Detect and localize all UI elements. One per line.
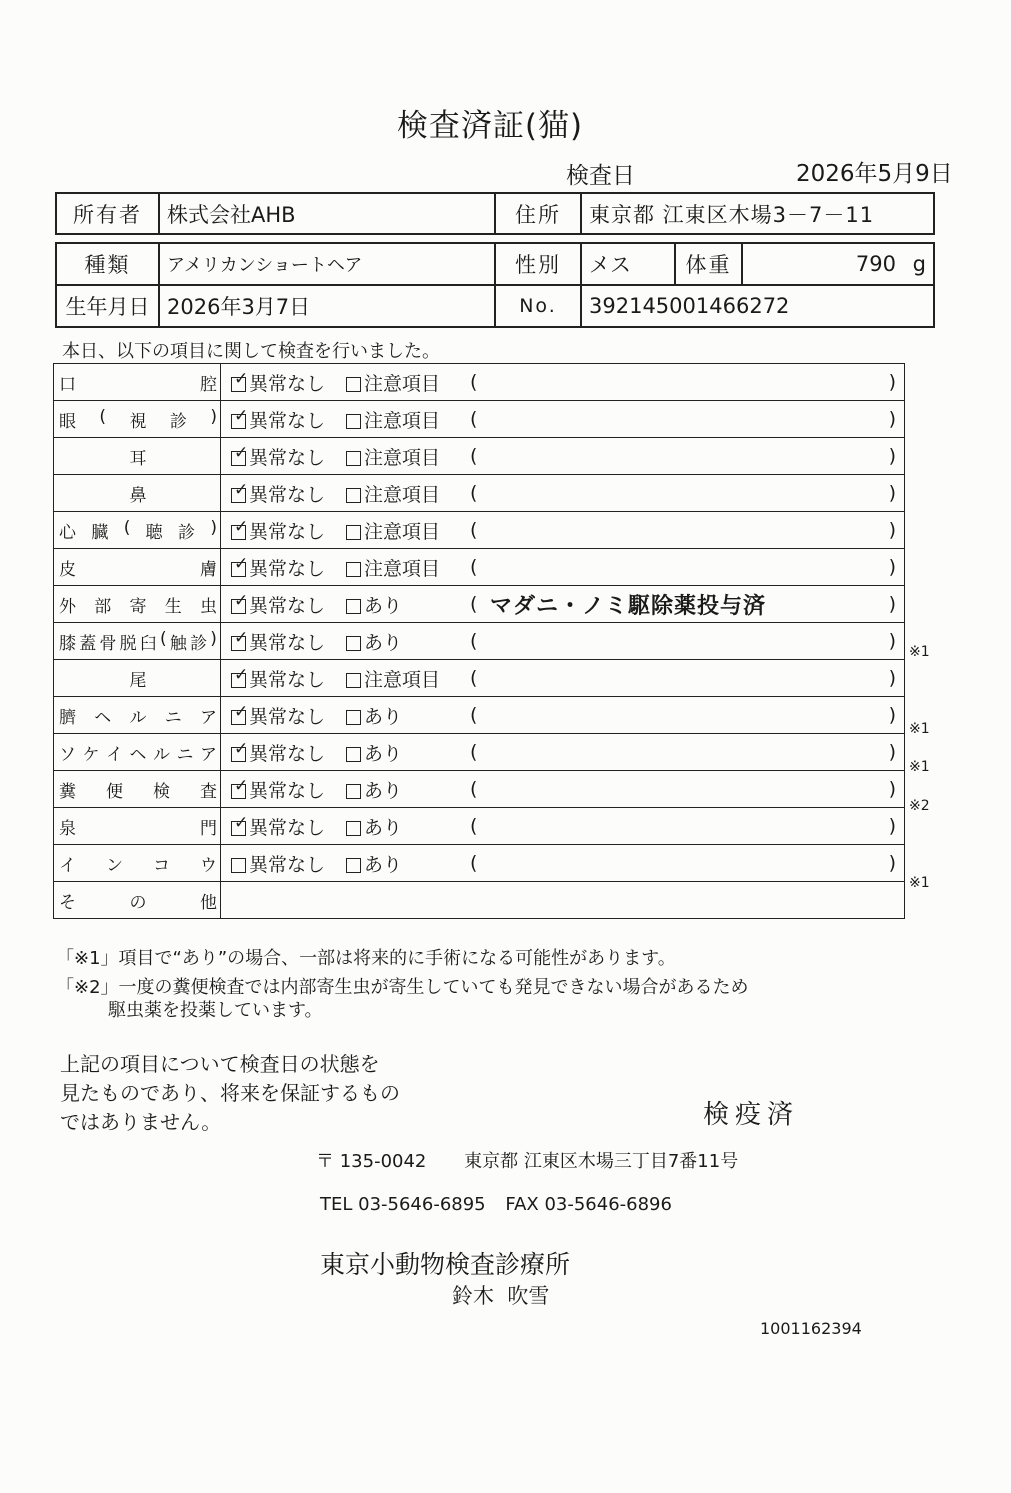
disclaimer: 上記の項目について検査日の状態を 見たものであり、将来を保証するもの ではありません。 [60,1052,400,1134]
exam-row [54,401,905,438]
exam-item-char: 眼 [59,411,76,432]
attention-label: あり [364,742,403,765]
exam-item [54,623,221,660]
exam-result [221,475,905,512]
close-paren: ) [888,556,896,578]
exam-item-char: 触 [169,633,187,654]
normal-label: 異常なし [249,446,326,469]
exam-item [54,438,221,475]
close-paren: ) [888,778,896,800]
normal-label: 異常なし [249,779,326,802]
exam-row [54,734,905,771]
exam-result [221,364,905,401]
close-paren: ) [888,741,896,763]
exam-item [54,771,221,808]
footnote-mark: ※1 [909,759,930,775]
breed-value: アメリカンショートヘア [159,243,495,285]
check-mark-icon: ✓ [234,738,249,759]
check-mark-icon: ✓ [234,590,249,611]
inspection-date-label: 検査日 [566,163,635,189]
document-number: 1001162394 [760,1319,862,1338]
exam-note: マダニ・ノミ駆除薬投与済 [490,593,767,619]
exam-item-char: イ [59,855,76,876]
pet-table [55,242,935,328]
attention-label: あり [364,631,403,654]
attention-label: 注意項目 [364,446,441,469]
exam-item [54,808,221,845]
exam-item-char: 鼻 [129,485,147,506]
open-paren: ( [470,408,478,430]
exam-result [221,586,905,623]
attention-checkbox[interactable] [346,377,361,392]
exam-result [221,808,905,845]
exam-item-char: 査 [200,781,217,802]
exam-row [54,697,905,734]
normal-label: 異常なし [249,705,326,728]
exam-item-char: ( [123,517,131,538]
close-paren: ) [888,667,896,689]
exam-item-char: の [129,892,147,913]
normal-label: 異常なし [249,594,326,617]
close-paren: ) [888,593,896,615]
exam-row [54,549,905,586]
exam-row [54,364,905,401]
open-paren: ( [470,815,478,837]
open-paren: ( [470,778,478,800]
normal-label: 異常なし [249,372,326,395]
check-mark-icon: ✓ [234,479,249,500]
check-mark-icon: ✓ [234,664,249,685]
close-paren: ) [888,519,896,541]
check-mark-icon: ✓ [234,553,249,574]
weight-cell [742,243,934,285]
close-paren: ) [888,630,896,652]
normal-label: 異常なし [249,520,326,543]
exam-item-char: ( [99,406,107,427]
owner-table [55,192,935,235]
exam-item [54,882,221,919]
exam-item-char: 皮 [59,559,76,580]
attention-label: あり [364,594,403,617]
open-paren: ( [470,704,478,726]
exam-row [54,586,905,623]
normal-label: 異常なし [249,853,326,876]
exam-item-char: ) [210,628,217,649]
open-paren: ( [470,741,478,763]
sex-label: 性別 [495,243,581,285]
exam-item [54,401,221,438]
attention-label: 注意項目 [364,409,441,432]
exam-item-char: 聴 [145,522,163,543]
owner-label: 所有者 [56,193,159,234]
exam-item [54,512,221,549]
exam-item-char: 脱 [119,633,137,654]
exam-item-char: 口 [59,374,76,395]
exam-item [54,364,221,401]
exam-item-char: イ [106,744,123,765]
attention-label: あり [364,779,403,802]
exam-item-char: 臍 [59,707,76,728]
exam-item-char: 臼 [139,633,157,654]
exam-item [54,549,221,586]
weight-label: 体重 [675,243,742,285]
footnote-mark: ※2 [909,797,930,814]
exam-result [221,623,905,660]
exam-item-char: ( [160,628,167,649]
exam-item-char: 膚 [200,559,217,580]
exam-item-char: 虫 [200,596,217,617]
exam-item-char: 診 [178,522,196,543]
footnote-1: 「※1」項目で“あり”の場合、一部は将来的に手術になる可能性があります。 [56,948,676,969]
attention-checkbox[interactable] [346,488,361,503]
attention-checkbox[interactable] [346,525,361,540]
exam-item [54,475,221,512]
open-paren: ( [470,445,478,467]
sex-value: メス [581,243,675,285]
exam-item-char: 骨 [99,633,117,654]
normal-checkbox[interactable] [231,442,249,466]
attention-label: あり [364,816,403,839]
open-paren: ( [470,593,478,615]
close-paren: ) [888,815,896,837]
normal-checkbox[interactable] [231,858,246,873]
exam-item-char: 門 [200,818,217,839]
exam-item-char: ) [210,517,217,538]
normal-label: 異常なし [249,409,326,432]
normal-label: 異常なし [249,742,326,765]
attention-checkbox[interactable] [346,710,361,725]
attention-checkbox[interactable] [346,858,361,873]
normal-checkbox[interactable] [231,479,249,503]
vet-name: 鈴木 吹雪 [452,1284,550,1308]
other-remarks [221,882,905,919]
exam-item-char: ル [153,744,170,765]
footnote-mark: ※1 [909,643,930,660]
exam-item-char: ニ [176,744,194,765]
exam-table [53,363,905,919]
open-paren: ( [470,667,478,689]
microchip-no: 392145001466272 [581,285,934,327]
exam-item-char: 腔 [200,374,217,395]
footnote-mark: ※1 [909,874,930,891]
intro-text: 本日、以下の項目に関して検査を行いました。 [62,341,440,362]
exam-item-char: ) [210,406,217,427]
attention-label: 注意項目 [364,372,441,395]
exam-item [54,660,221,697]
exam-item [54,734,221,771]
normal-label: 異常なし [249,668,326,691]
normal-checkbox[interactable] [231,664,249,688]
attention-checkbox[interactable] [346,821,361,836]
footnote-mark: ※1 [909,720,930,737]
exam-item-char: ア [200,707,217,728]
close-paren: ) [888,408,896,430]
attention-checkbox[interactable] [346,747,361,762]
open-paren: ( [470,852,478,874]
inspection-date: 2026年5月9日 [796,161,953,187]
normal-checkbox[interactable] [231,368,249,392]
normal-label: 異常なし [249,483,326,506]
exam-item [54,845,221,882]
attention-label: 注意項目 [364,483,441,506]
address-value: 東京都 江東区木場3－7－11 [581,193,934,234]
normal-label: 異常なし [249,631,326,654]
address-label: 住所 [495,193,581,234]
exam-item-char: 尾 [129,670,147,691]
exam-row [54,512,905,549]
normal-checkbox[interactable] [231,812,249,836]
breed-label: 種類 [56,243,159,285]
attention-checkbox[interactable] [346,414,361,429]
exam-item-char: ヘ [94,707,112,728]
exam-item [54,586,221,623]
exam-item-char: 臓 [91,522,109,543]
normal-checkbox[interactable] [231,627,249,651]
normal-checkbox[interactable] [231,590,249,614]
weight-unit: g [912,252,926,276]
exam-row [54,438,905,475]
postal-code: 〒 135-0042 [316,1151,427,1172]
normal-label: 異常なし [249,816,326,839]
attention-checkbox[interactable] [346,784,361,799]
owner-value: 株式会社AHB [159,193,495,234]
fax-number: FAX 03-5646-6896 [505,1194,672,1215]
attention-checkbox[interactable] [346,562,361,577]
exam-row [54,660,905,697]
attention-label: 注意項目 [364,557,441,580]
exam-row [54,623,905,660]
dob-value: 2026年3月7日 [159,285,495,327]
exam-result [221,512,905,549]
check-mark-icon: ✓ [234,701,249,722]
check-mark-icon: ✓ [234,442,249,463]
exam-item [54,697,221,734]
attention-checkbox[interactable] [346,451,361,466]
exam-item-char: 膝 [59,633,76,654]
open-paren: ( [470,371,478,393]
exam-result [221,438,905,475]
close-paren: ) [888,852,896,874]
exam-item-char: 寄 [129,596,147,617]
attention-label: 注意項目 [364,668,441,691]
exam-result [221,771,905,808]
exam-item-char: 生 [164,596,182,617]
contact-line [320,1194,672,1215]
close-paren: ) [888,704,896,726]
exam-item-char: ア [200,744,217,765]
check-mark-icon: ✓ [234,368,249,389]
close-paren: ) [888,371,896,393]
normal-checkbox[interactable] [231,775,249,799]
exam-item-char: 部 [94,596,112,617]
exam-item-char: ウ [200,855,217,876]
check-mark-icon: ✓ [234,627,249,648]
normal-label: 異常なし [249,557,326,580]
check-mark-icon: ✓ [234,775,249,796]
no-label: No. [495,285,581,327]
normal-checkbox[interactable] [231,405,249,429]
clinic-address: 東京都 江東区木場三丁目7番11号 [464,1151,739,1172]
exam-item-char: コ [153,855,170,876]
open-paren: ( [470,630,478,652]
exam-item-char: ヘ [129,744,147,765]
attention-checkbox[interactable] [346,636,361,651]
exam-item-char: 耳 [129,448,147,469]
exam-item-char: ソ [59,744,76,765]
exam-item-char: 診 [169,411,187,432]
exam-item-char: 診 [190,633,208,654]
exam-item-char: ン [106,855,123,876]
normal-checkbox[interactable] [231,701,249,725]
attention-label: あり [364,705,403,728]
exam-row-other [54,882,905,919]
normal-checkbox[interactable] [231,738,249,762]
clinic-name: 東京小動物検査診療所 [320,1250,571,1279]
exam-result [221,660,905,697]
exam-result [221,845,905,882]
open-paren: ( [470,519,478,541]
check-mark-icon: ✓ [234,812,249,833]
check-mark-icon: ✓ [234,516,249,537]
exam-item-char: ル [129,707,147,728]
exam-item-char: そ [59,892,76,913]
attention-checkbox[interactable] [346,599,361,614]
weight-value: 790 [855,252,896,276]
open-paren: ( [470,482,478,504]
footnote-2-cont: 駆虫薬を投薬しています。 [108,1000,323,1021]
exam-result [221,697,905,734]
exam-row [54,808,905,845]
exam-item-char: 他 [200,892,217,913]
clinic-address-line [316,1147,738,1173]
exam-result [221,401,905,438]
normal-checkbox[interactable] [231,516,249,540]
exam-result [221,734,905,771]
open-paren: ( [470,556,478,578]
close-paren: ) [888,445,896,467]
dob-label: 生年月日 [56,285,159,327]
attention-label: あり [364,853,403,876]
tel-number: TEL 03-5646-6895 [320,1194,486,1215]
exam-row [54,771,905,808]
check-mark-icon: ✓ [234,405,249,426]
exam-item-char: 蓋 [79,633,97,654]
exam-result [221,549,905,586]
exam-item-char: 外 [59,596,76,617]
exam-item-char: 糞 [59,781,76,802]
exam-row [54,845,905,882]
footnote-2: 「※2」一度の糞便検査では内部寄生虫が寄生していても発見できない場合があるため [56,977,749,998]
attention-label: 注意項目 [364,520,441,543]
exam-item-char: 心 [59,522,76,543]
exam-item-char: ケ [82,744,100,765]
quarantine-stamp: 検疫済 [703,1100,800,1130]
exam-item-char: 便 [106,781,123,802]
attention-checkbox[interactable] [346,673,361,688]
exam-item-char: 検 [153,781,170,802]
page-title: 検査済証(猫) [396,108,584,144]
exam-item-char: 泉 [59,818,76,839]
exam-row [54,475,905,512]
normal-checkbox[interactable] [231,553,249,577]
exam-item-char: ニ [164,707,182,728]
exam-item-char: 視 [129,411,147,432]
close-paren: ) [888,482,896,504]
